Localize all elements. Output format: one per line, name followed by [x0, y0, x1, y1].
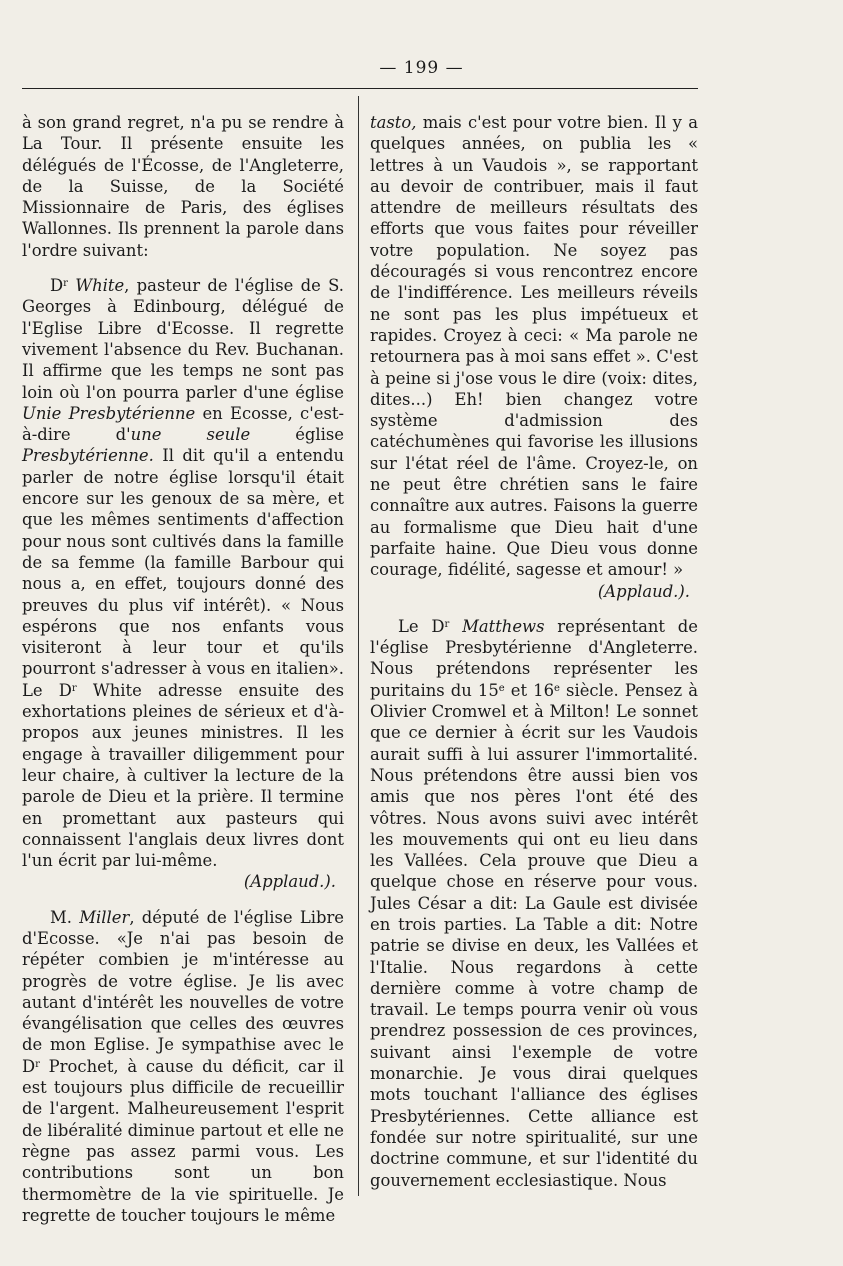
text-run: et 16 [504, 680, 555, 700]
paragraph [370, 112, 698, 602]
superscript: r [35, 1058, 40, 1070]
superscript: e [554, 682, 560, 694]
text-run: église [250, 425, 345, 445]
text-run: White adresse ensuite des exhortations pleines de sérieux et d'à-propos aux jeunes ministres. Il les engage à travailler diligemment pour leur chaire, à cultiver la lecture de la parole de Dieu et la prière. Il termine en promettant aux pasteurs qui connaissent l'anglais deux livres dont l'un écrit par lui-même. [22, 680, 345, 871]
superscript: r [71, 682, 77, 694]
text-run: à son grand regret, n'a pu se rendre à La Tour. Il présente ensuite les délégués de l'Écosse, de l'Angleterre, de la Suisse, de la Société Missionnaire de Paris, des églises Wallonnes. Ils prennent la parole dans l'ordre suivant: [22, 113, 344, 260]
text-run: Prochet, à cause du déficit, car il est toujours plus difficile de recueillir de l'argent. Malheureusement l'esprit de libéralité diminue partout et elle ne règne pas assez parmi vous. Les contributions sont un bon thermomètre de la vie spirituelle. Je regrette de toucher toujours le même [22, 1056, 344, 1225]
text-run: , député de l'église Libre d'Ecosse. «Je n'ai pas besoin de répéter combien je m'intéresse au progrès de votre église. Je lis avec autant d'intérêt les nouvelles de votre évangélisation que celles des œuvres de mon Eglise. Je sympathise avec le D [22, 907, 344, 1076]
right-column [370, 112, 698, 1205]
speaker-name: Miller [79, 907, 130, 927]
applause-note: (Applaud.). [243, 872, 336, 892]
text-run: en Ecosse, c'est-à-dire d' [22, 403, 344, 445]
text-run: , pasteur de l'église de S. Georges à Edinbourg, délégué de l'Eglise Libre d'Ecosse. Il regrette vivement l'absence du Rev. Buchanan. Il affirme que les temps ne sont pas loin où l'on pourra parler d'une église [22, 276, 344, 402]
superscript: e [498, 682, 505, 694]
paragraph [22, 275, 344, 893]
speaker-name: White [75, 276, 125, 296]
speaker-name: Matthews [462, 616, 545, 636]
text-run: siècle. Pensez à Olivier Cromwel et à Milton! Le sonnet que ce dernier à écrit sur les Vaudois aurait suffi à lui assurer l'immortalité. Nous prétendons être aussi bien vos amis que nos pères l'ont été des vôtres. Nous avons suivi avec intérêt les mouvements qui ont eu lieu dans les Vallées. Cela prouve que Dieu a quelque chose en réserve pour vous. Jules César a dit: La Gaule est divisée en trois parties. La Table a dit: Notre patrie se divise en deux, les Vallées et l'Italie. Nous regardons à cette dernière comme à votre champ de travail. Le temps pourra venir où vous prendrez possession de ces provinces, suivant ainsi l'exemple de votre monarchie. Je vous dirai quelques mots touchant l'alliance des églises Presbytériennes. Cette alliance est fondée sur notre spiritualité, sur une doctrine commune, et sur l'identité du gouvernement ecclesiastique. Nous [370, 680, 698, 1190]
superscript: r [444, 618, 450, 630]
italic-text: tasto, [370, 113, 417, 132]
paragraph [370, 616, 698, 1191]
page-number: — 199 — [379, 58, 464, 78]
text-run: mais c'est pour votre bien. Il y a quelques années, on publia les « lettres à un Vaudois », se rapportant au devoir de contribuer, mais il faut attendre de meilleurs résultats des efforts que vous faites pour réveiller votre population. Ne soyez pas découragés si vous rencontrez encore de l'indifférence. Les meilleurs réveils ne sont pas les plus impétueux et rapides. Croyez à ceci: « Ma parole ne retournera pas à moi sans effet ». C'est à peine si j'ose vous le dire (voix: dites, dites...) Eh! bien changez votre système d'admission des catéchumènes qui favorise les illusions sur l'état réel de l'âme. Croyez-le, on ne peut être chrétien sans le faire connaître aux autres. Faisons la guerre au formalisme que Dieu hait d'une parfaite haine. Que Dieu vous donne courage, fidélité, sagesse et amour! » [370, 113, 698, 580]
superscript: r [63, 278, 68, 290]
italic-text: Unie Presbytérienne [22, 403, 196, 423]
text-run: Le D [398, 616, 445, 636]
paragraph [22, 112, 344, 261]
italic-text: Presbytérienne. [22, 446, 154, 466]
italic-text: une seule [130, 425, 251, 445]
text-run: D [50, 276, 64, 296]
text-run: représentant de l'église Presbytérienne d'Angleterre. Nous prétendons représenter les puritains du 15 [370, 616, 698, 700]
paragraph [22, 907, 344, 1226]
left-column [22, 112, 344, 1240]
text-run: M. [50, 907, 80, 927]
column-divider [358, 96, 359, 1196]
header-rule [22, 88, 698, 89]
text-run: Il dit qu'il a entendu parler de notre église lorsqu'il était encore sur les genoux de sa mère, et que les mêmes sentiments d'affection pour nous sont cultivés dans la famille de sa femme (la famille Barbour qui nous a, en effet, toujours donné des preuves du plus vif intérêt). « Nous espérons que nos enfants vous visiteront à leur tour et qu'ils pourront s'adresser à vous en italien». Le D [22, 446, 344, 700]
applause-note: (Applaud.). [597, 581, 690, 601]
